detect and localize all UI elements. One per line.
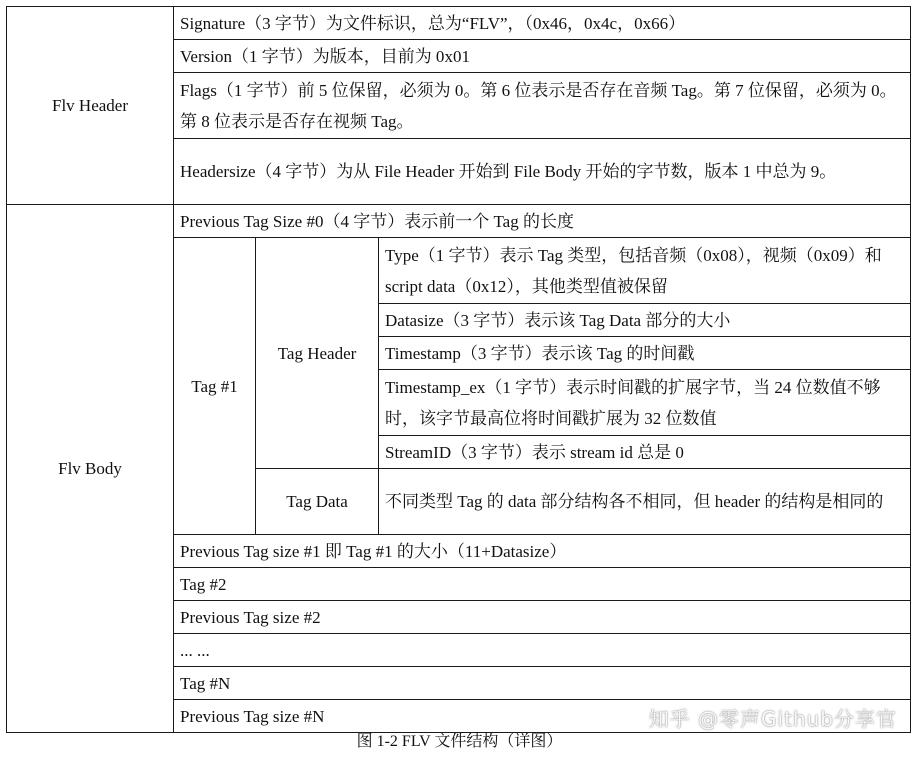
flv-header-label: Flv Header: [7, 7, 174, 205]
tag-data-description: 不同类型 Tag 的 data 部分结构各不相同，但 header 的结构是相同的: [379, 469, 911, 535]
tag-header-field-timestamp: Timestamp（3 字节）表示该 Tag 的时间戳: [379, 337, 911, 370]
tag-header-field-datasize: Datasize（3 字节）表示该 Tag Data 部分的大小: [379, 304, 911, 337]
tag-header-field-streamid: StreamID（3 字节）表示 stream id 总是 0: [379, 436, 911, 469]
tag-header-field-type: Type（1 字节）表示 Tag 类型，包括音频（0x08），视频（0x09）和 script data（0x12），其他类型值被保留: [379, 238, 911, 304]
flv-structure-document: [6, 6, 910, 733]
tag1-label: Tag #1: [174, 238, 256, 535]
tag-header-label: Tag Header: [256, 238, 379, 469]
tag-n-cell: Tag #N: [174, 667, 911, 700]
ellipsis-cell: ... ...: [174, 634, 911, 667]
tag-data-label: Tag Data: [256, 469, 379, 535]
header-flags-cell: Flags（1 字节）前 5 位保留，必须为 0。第 6 位表示是否存在音频 Tag。第 7 位保留，必须为 0。第 8 位表示是否存在视频 Tag。: [174, 73, 911, 139]
previous-tag-size-0-cell: Previous Tag Size #0（4 字节）表示前一个 Tag 的长度: [174, 205, 911, 238]
flv-body-label: Flv Body: [7, 205, 174, 733]
header-headersize-cell: Headersize（4 字节）为从 File Header 开始到 File Body 开始的字节数，版本 1 中总为 9。: [174, 139, 911, 205]
body-row-previous-tag-size-0: [7, 205, 911, 238]
previous-tag-size-2-cell: Previous Tag size #2: [174, 601, 911, 634]
zhihu-watermark: 知乎 @零声Github分享官: [648, 707, 897, 731]
figure-caption: 图 1-2 FLV 文件结构（详图）: [356, 733, 563, 750]
header-signature-cell: Signature（3 字节）为文件标识，总为“FLV”，（0x46，0x4c，0x66）: [174, 7, 911, 40]
previous-tag-size-1-cell: Previous Tag size #1 即 Tag #1 的大小（11+Datasize）: [174, 535, 911, 568]
header-row-signature: [7, 7, 911, 40]
flv-structure-table: [6, 6, 911, 733]
header-version-cell: Version（1 字节）为版本，目前为 0x01: [174, 40, 911, 73]
tag-header-field-timestamp-ex: Timestamp_ex（1 字节）表示时间戳的扩展字节，当 24 位数值不够时，该字节最高位将时间戳扩展为 32 位数值: [379, 370, 911, 436]
tag-2-cell: Tag #2: [174, 568, 911, 601]
previous-tag-size-n-cell: Previous Tag size #N: [174, 700, 911, 733]
